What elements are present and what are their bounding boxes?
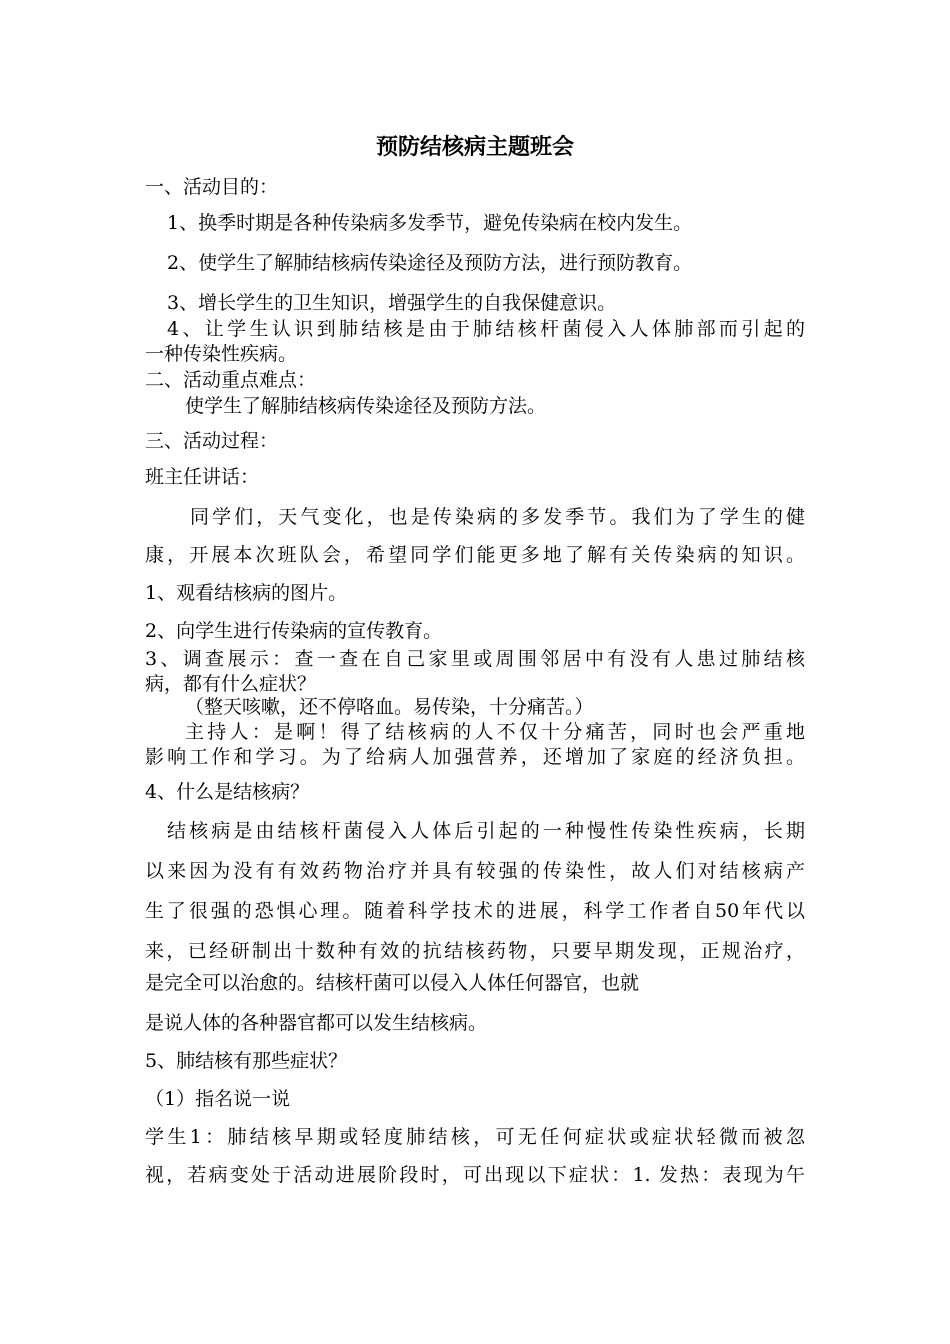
tb-definition-line-5: 是完全可以治愈的。结核杆菌可以侵入人体任何器官，也就 — [145, 972, 640, 994]
purpose-item-3: 3、增长学生的卫生知识，增强学生的自我保健意识。 — [167, 292, 617, 314]
tb-definition-line-6: 是说人体的各种器官都可以发生结核病。 — [145, 1012, 488, 1034]
tb-definition-line-4: 来，已经研制出十数种有效的抗结核药物，只要早期发现，正规治疗， — [145, 940, 805, 962]
sub-step-1: （1）指名说一说 — [145, 1088, 291, 1110]
tb-definition-line-1: 结核病是由结核杆菌侵入人体后引起的一种慢性传染性疾病，长期 — [167, 820, 805, 842]
step-5-heading: 5、肺结核有那些症状？ — [145, 1050, 348, 1072]
keypoints-text: 使学生了解肺结核病传染途径及预防方法。 — [185, 395, 547, 417]
purpose-item-1: 1、换季时期是各种传染病多发季节，避免传染病在校内发生。 — [167, 212, 693, 234]
tb-definition-line-2: 以来因为没有有效药物治疗并具有较强的传染性，故人们对结核病产 — [145, 860, 805, 882]
purpose-item-4-cont: 一种传染性疾病。 — [145, 343, 298, 365]
symptom-note: （整天咳嗽，还不停咯血。易传染，十分痛苦。） — [185, 696, 594, 718]
teacher-speech-line-2: 康，开展本次班队会，希望同学们能更多地了解有关传染病的知识。 — [145, 544, 805, 566]
document-title: 预防结核病主题班会 — [375, 135, 574, 160]
step-4-heading: 4、什么是结核病？ — [145, 781, 310, 803]
tb-definition-line-3: 生了很强的恐惧心理。随着科学技术的进展，科学工作者自50年代以 — [145, 900, 805, 922]
step-3: 3、调查展示：查一查在自己家里或周围邻居中有没有人患过肺结核 — [145, 648, 805, 670]
section-heading-process: 三、活动过程： — [145, 430, 279, 452]
section-heading-keypoints: 二、活动重点难点： — [145, 369, 317, 391]
teacher-speech-label: 班主任讲话： — [145, 466, 260, 488]
step-2: 2、向学生进行传染病的宣传教育。 — [145, 620, 443, 642]
purpose-item-2: 2、使学生了解肺结核病传染途径及预防方法，进行预防教育。 — [167, 252, 693, 274]
host-remark-line-1: 主持人：是啊！得了结核病的人不仅十分痛苦，同时也会严重地 — [185, 721, 805, 743]
teacher-speech-line-1: 同学们，天气变化，也是传染病的多发季节。我们为了学生的健 — [190, 506, 805, 528]
host-remark-line-2: 影响工作和学习。为了给病人加强营养，还增加了家庭的经济负担。 — [145, 746, 805, 768]
student-answer-line-2: 视，若病变处于活动进展阶段时，可出现以下症状：1. 发热：表现为午 — [145, 1164, 805, 1186]
purpose-item-4: 4、让学生认识到肺结核是由于肺结核杆菌侵入人体肺部而引起的 — [167, 318, 805, 340]
step-3-cont: 病，都有什么症状？ — [145, 673, 317, 695]
student-answer-line-1: 学生1：肺结核早期或轻度肺结核，可无任何症状或症状轻微而被忽 — [145, 1126, 805, 1148]
section-heading-purpose: 一、活动目的： — [145, 176, 279, 198]
step-1: 1、观看结核病的图片。 — [145, 582, 348, 604]
